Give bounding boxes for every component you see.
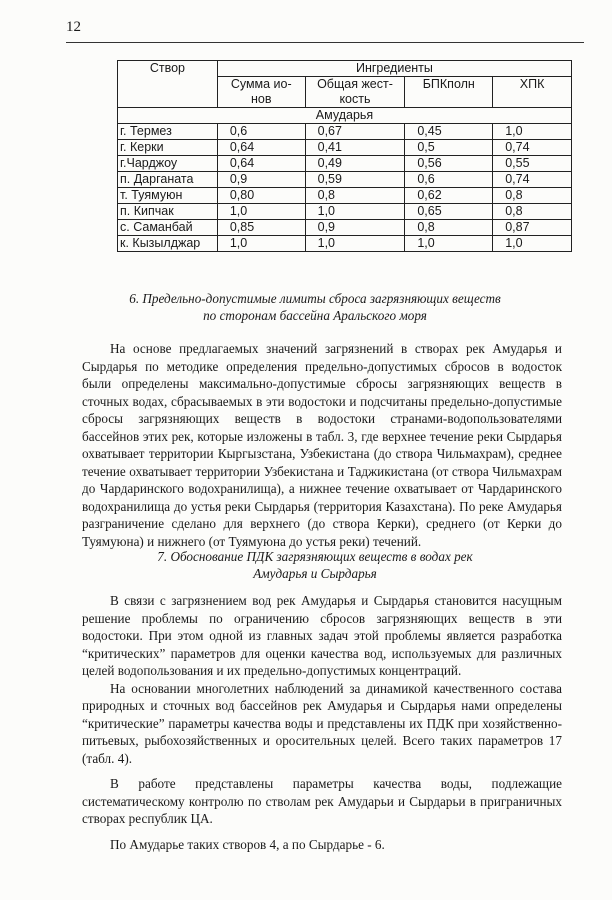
- table-row: [118, 220, 572, 236]
- cell: 0,9: [217, 172, 305, 188]
- cell: 0,41: [305, 140, 405, 156]
- ingredients-table: [117, 60, 572, 252]
- cell: 0,6: [217, 124, 305, 140]
- header-ingredients: Ингредиенты: [217, 61, 571, 77]
- header-col-2-line-1: Общая жест-: [317, 77, 393, 91]
- row-name: п. Кипчак: [118, 204, 218, 220]
- row-name: г. Керки: [118, 140, 218, 156]
- cell: 0,5: [405, 140, 493, 156]
- section-7-heading: [80, 548, 550, 582]
- header-col-1-line-2: нов: [250, 92, 272, 106]
- row-name: п. Дарганата: [118, 172, 218, 188]
- table-row: [118, 236, 572, 252]
- cell: 1,0: [217, 204, 305, 220]
- row-name: к. Кызылджар: [118, 236, 218, 252]
- row-name: с. Саманбай: [118, 220, 218, 236]
- section-6-body: [82, 340, 562, 550]
- cell: 0,8: [493, 204, 572, 220]
- cell: 1,0: [493, 124, 572, 140]
- cell: 1,0: [305, 204, 405, 220]
- cell: 1,0: [405, 236, 493, 252]
- header-col-3: БПКполн: [405, 77, 493, 108]
- page-number: 12: [66, 19, 81, 35]
- section-6-heading: [80, 290, 550, 324]
- cell: 0,6: [405, 172, 493, 188]
- row-name: г.Чарджоу: [118, 156, 218, 172]
- cell: 1,0: [217, 236, 305, 252]
- section-7-heading-line-2: Амударья и Сырдарья: [253, 566, 377, 581]
- cell: 0,65: [405, 204, 493, 220]
- cell: 0,59: [305, 172, 405, 188]
- cell: 0,45: [405, 124, 493, 140]
- table-row: [118, 156, 572, 172]
- cell: 0,67: [305, 124, 405, 140]
- row-name: г. Термез: [118, 124, 218, 140]
- cell: 0,74: [493, 140, 572, 156]
- section-7-body: [82, 592, 562, 853]
- cell: 0,55: [493, 156, 572, 172]
- header-col-1: [217, 77, 305, 108]
- header-col-4: ХПК: [493, 77, 572, 108]
- section-6-heading-line-2: по сторонам бассейна Аральского моря: [203, 308, 427, 323]
- table-row: [118, 204, 572, 220]
- paragraph: На основании многолетних наблюдений за динамикой качественного состава природных и сточных вод бассейнов рек Амударья и Сырдарья нами определены “критические” параметры качества воды и представлены их ПДК при хозяйственно-питьевых, рыбохозяйственных и оросительных целей. Всего таких параметров 17 (табл. 4).: [82, 680, 562, 766]
- table-row: [118, 188, 572, 204]
- cell: 0,8: [493, 188, 572, 204]
- paragraph: В связи с загрязнением вод рек Амударья и Сырдарья становится насущным решение проблемы по ограничению сбросов загрязняющих веществ в эти водостоки. При этом одной из главных задач этой проблемы является разработка “критических” параметров для оценки качества вод, используемых для различных целей водопользования и их предельно-допустимых концентраций.: [82, 593, 562, 678]
- cell: 0,80: [217, 188, 305, 204]
- cell: 0,62: [405, 188, 493, 204]
- cell: 1,0: [305, 236, 405, 252]
- paragraph: В работе представлены параметры качества воды, подлежащие систематическому контролю по стволам рек Амударьи и Сырдарьи в приграничных створах республик ЦА.: [82, 776, 562, 826]
- section-7-heading-line-1: 7. Обоснование ПДК загрязняющих веществ в водах рек: [157, 549, 473, 564]
- cell: 0,64: [217, 156, 305, 172]
- table-row: [118, 172, 572, 188]
- header-rule: [66, 42, 584, 43]
- table-header-row: [118, 61, 572, 77]
- cell: 0,8: [305, 188, 405, 204]
- cell: 0,64: [217, 140, 305, 156]
- cell: 1,0: [493, 236, 572, 252]
- table-section-row: [118, 108, 572, 124]
- table-row: [118, 124, 572, 140]
- cell: 0,56: [405, 156, 493, 172]
- section-6-heading-line-1: 6. Предельно-допустимые лимиты сброса загрязняющих веществ: [129, 291, 501, 306]
- cell: 0,49: [305, 156, 405, 172]
- section-amudarya: Амударья: [118, 108, 572, 124]
- table-row: [118, 140, 572, 156]
- row-name: т. Туямуюн: [118, 188, 218, 204]
- header-col-1-line-1: Сумма ио-: [230, 77, 292, 91]
- cell: 0,74: [493, 172, 572, 188]
- cell: 0,87: [493, 220, 572, 236]
- cell: 0,85: [217, 220, 305, 236]
- cell: 0,8: [405, 220, 493, 236]
- header-stvor: Створ: [118, 61, 218, 108]
- paragraph: На основе предлагаемых значений загрязнений в створах рек Амударья и Сырдарья по методике определения предельно-допустимых сбросов в водосток были определены максимально-допустимые сбросы загрязняющих веществ в сточных водах, сбрасываемых в эти водостоки и подсчитаны предельно-допустимые сбросы загрязняющих веществ в водостоки странами-водопользователями бассейнов этих рек, которые изложены в табл. 3, где верхнее течение реки Сырдарья охватывает территории Кыргызстана, Узбекистана (до створа Чильмахрам), среднее течение охватывает территории Узбекистана и Таджикистана (от створа Чильмахрам до Чардаринского водохранилища), а нижнее течение охватывает от Чардаринского водохранилища до устья реки Сырдарья (территория Казахстана). По реке Амударья разграничение сделано для верхнего (до створа Керки), среднего (от Керки до Туямуюна) и нижнего (от Туямуюна до устья реки) течений.: [82, 341, 562, 549]
- header-col-2-line-2: кость: [339, 92, 371, 106]
- paragraph: По Амударье таких створов 4, а по Сырдарье - 6.: [110, 836, 385, 852]
- header-col-2: [305, 77, 405, 108]
- cell: 0,9: [305, 220, 405, 236]
